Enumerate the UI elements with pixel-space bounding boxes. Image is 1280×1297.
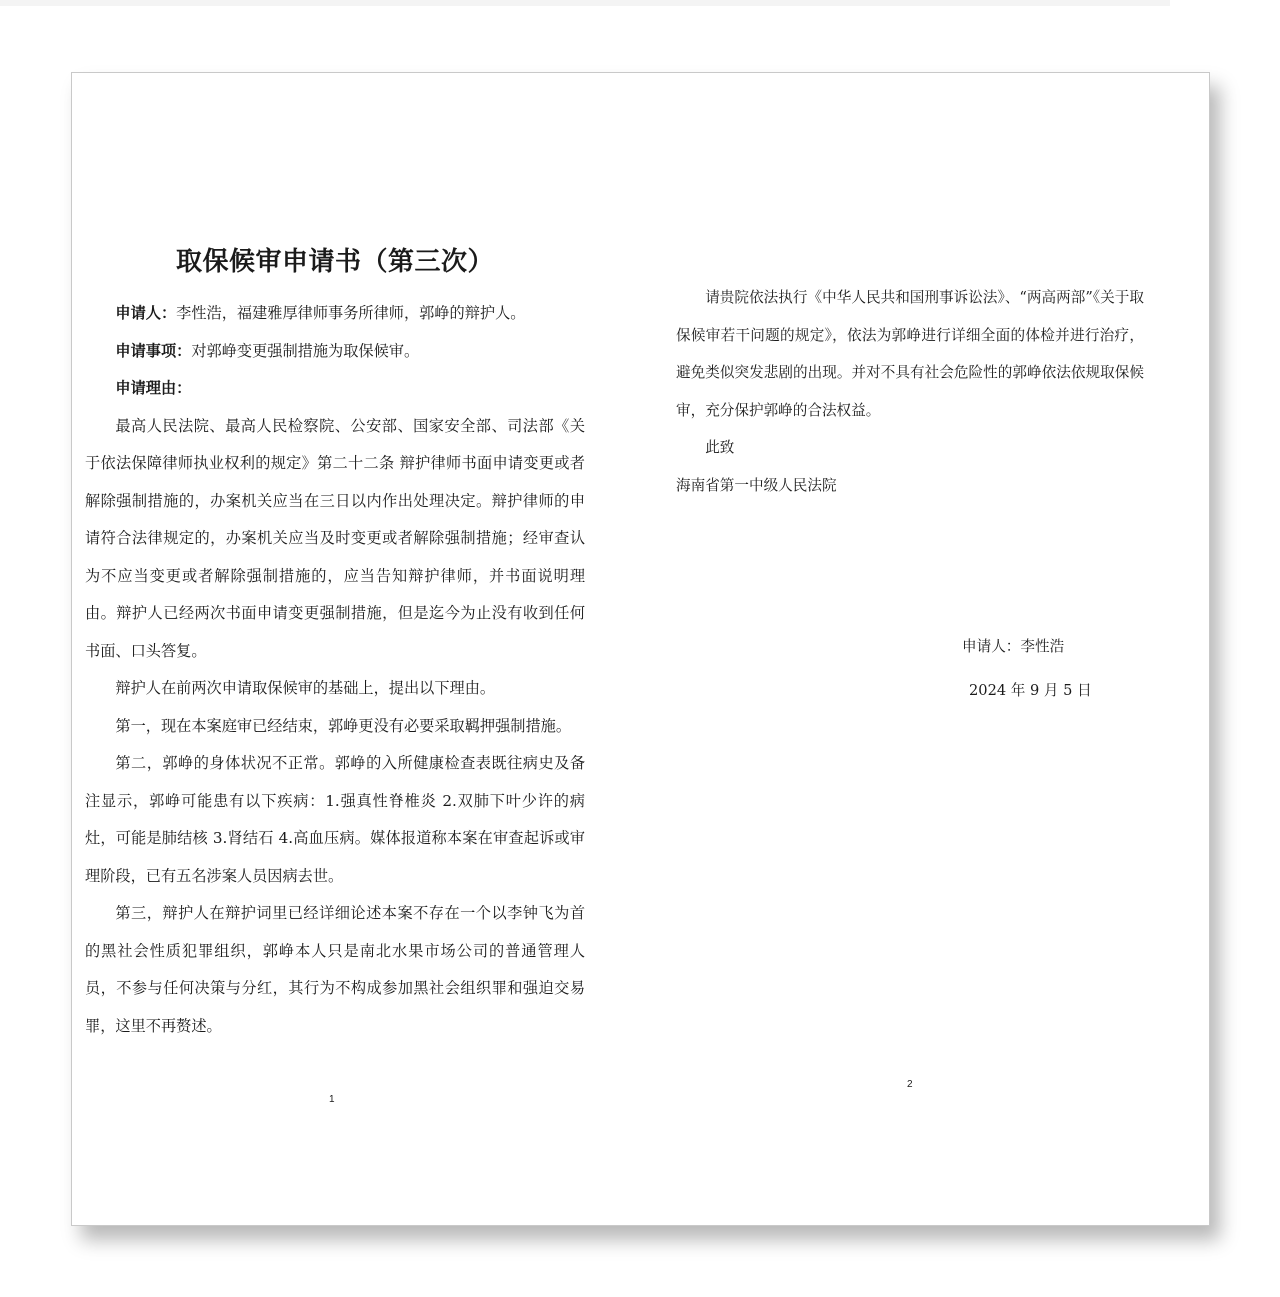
matter-label: 申请事项： [115, 341, 192, 360]
page-number-1: 1 [329, 1094, 335, 1105]
recipient-line: 海南省第一中级人民法院 [676, 476, 837, 494]
body-paragraph: 最高人民法院、最高人民检察院、公安部、国家安全部、司法部《关于依法保障律师执业权利的规定》第二十二条 辩护律师书面申请变更或者解除强制措施的，办案机关应当在三日以内作出处理决定。辩护律师的申请符合法律规定的，办案机关应当及时变更或者解除强制措施；经审查认为不应当变更或者解除强制措施的，应当告知辩护律师，并书面说明理由。辩护人已经两次书面申请变更强制措施，但是迄今为止没有收到任何书面、口头答复。 [85, 416, 585, 660]
document-title: 取保候审申请书（第三次） [176, 247, 495, 277]
page-1-body [85, 295, 585, 1045]
closing-line: 此致 [705, 439, 735, 456]
signer-line: 申请人：李性浩 [962, 638, 1065, 655]
reason-label: 申请理由： [115, 379, 192, 397]
body-paragraph: 第三，辩护人在辩护词里已经详细论述本案不存在一个以李钟飞为首的黑社会性质犯罪组织，郭峥本人只是南北水果市场公司的普通管理人员，不参与任何决策与分红，其行为不构成参加黑社会组织罪和强迫交易罪，这里不再赘述。 [85, 904, 585, 1035]
document-sheet [71, 72, 1210, 1226]
applicant-text: 李性浩，福建雅厚律师事务所律师，郭峥的辩护人。 [176, 304, 526, 322]
date-line: 2024 年 9 月 5 日 [969, 682, 1092, 699]
body-paragraph: 第一，现在本案庭审已经结束，郭峥更没有必要采取羁押强制措施。 [115, 716, 572, 735]
page-2-body [676, 279, 1144, 504]
matter-line [85, 333, 585, 371]
matter-text: 对郭峥变更强制措施为取保候审。 [191, 341, 420, 360]
page-number-2: 2 [907, 1079, 913, 1090]
applicant-label: 申请人： [115, 304, 177, 322]
reason-line [85, 370, 585, 408]
body-paragraph: 第二，郭峥的身体状况不正常。郭峥的入所健康检查表既往病史及备注显示，郭峥可能患有以下疾病：1.强真性脊椎炎 2.双肺下叶少许的病灶，可能是肺结核 3.肾结石 4.高血压病。媒体报道称本案在审查起诉或审理阶段，已有五名涉案人员因病去世。 [85, 754, 585, 885]
top-edge-strip [0, 0, 1170, 6]
request-paragraph: 请贵院依法执行《中华人民共和国刑事诉讼法》、“两高两部”《关于取保候审若干问题的规定》，依法为郭峥进行详细全面的体检并进行治疗，避免类似突发悲剧的出现。并对不具有社会危险性的郭峥依法依规取保候审，充分保护郭峥的合法权益。 [676, 289, 1144, 419]
applicant-line [85, 295, 585, 333]
body-paragraph: 辩护人在前两次申请取保候审的基础上，提出以下理由。 [115, 679, 496, 697]
